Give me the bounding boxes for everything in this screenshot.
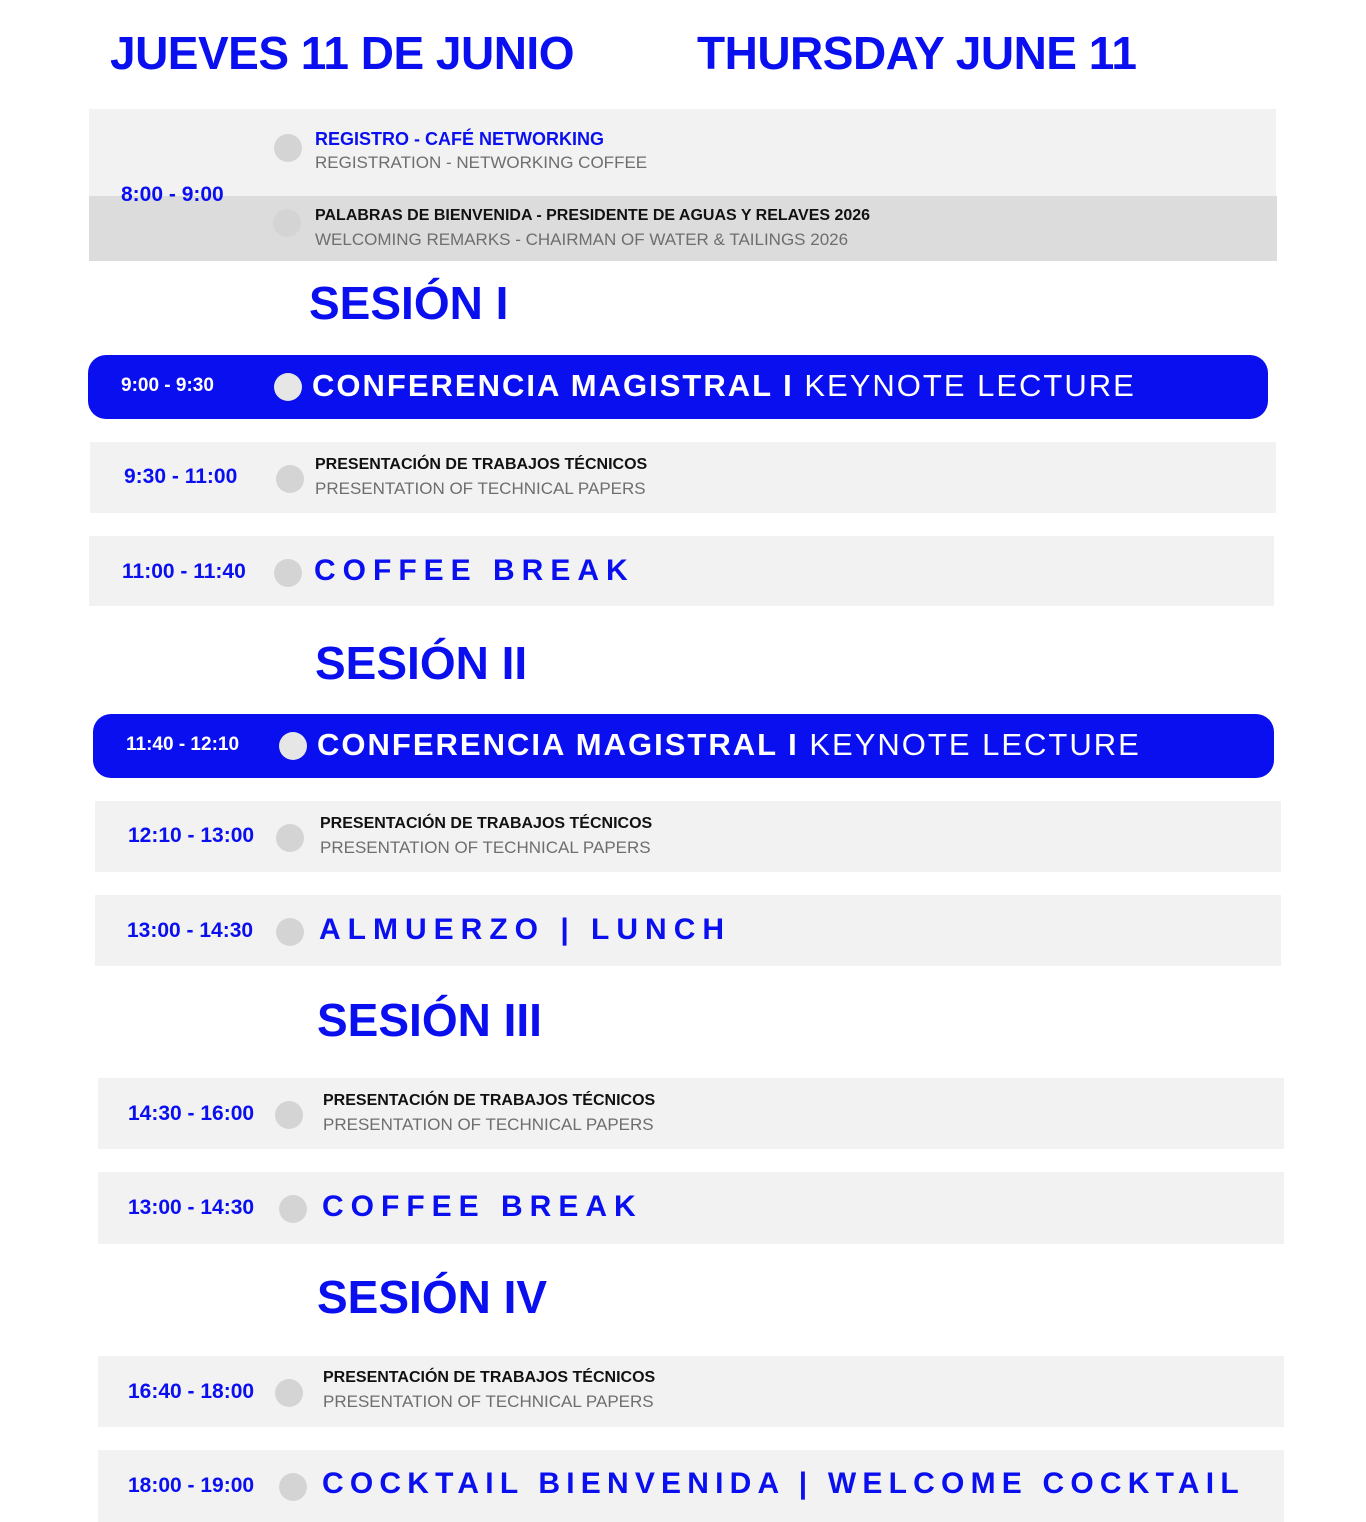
bullet-icon [273, 209, 301, 237]
session-2-heading: SESIÓN II [315, 637, 528, 689]
keynote-2-title-es: CONFERENCIA MAGISTRAL I [317, 727, 799, 762]
coffee-break-2-label: COFFEE BREAK [322, 1190, 643, 1223]
welcome-remarks-subtitle: WELCOMING REMARKS - CHAIRMAN OF WATER & TAILINGS 2026 [315, 230, 849, 249]
bullet-icon [275, 1379, 303, 1407]
session-4-heading: SESIÓN IV [317, 1271, 548, 1323]
papers-3-title: PRESENTACIÓN DE TRABAJOS TÉCNICOS [323, 1092, 656, 1109]
bullet-icon [279, 1195, 307, 1223]
bullet-icon [276, 465, 304, 493]
registration-subtitle: REGISTRATION - NETWORKING COFFEE [315, 153, 648, 172]
spanish-date-heading: JUEVES 11 DE JUNIO [110, 27, 574, 79]
welcome-remarks-row [89, 196, 1277, 261]
keynote-1-bar [88, 355, 1268, 419]
papers-2-title: PRESENTACIÓN DE TRABAJOS TÉCNICOS [320, 815, 653, 832]
bullet-icon [279, 732, 307, 760]
papers-1-title: PRESENTACIÓN DE TRABAJOS TÉCNICOS [315, 456, 648, 473]
bullet-icon [274, 559, 302, 587]
keynote-1-title-en: KEYNOTE LECTURE [804, 368, 1136, 403]
cocktail-time: 18:00 - 19:00 [128, 1474, 255, 1497]
session-1-heading: SESIÓN I [309, 277, 509, 329]
papers-2-time: 12:10 - 13:00 [128, 824, 255, 847]
keynote-2-time: 11:40 - 12:10 [126, 734, 240, 755]
keynote-1-time: 9:00 - 9:30 [121, 375, 214, 396]
papers-1-row [90, 442, 1276, 513]
registration-title: REGISTRO - CAFÉ NETWORKING [315, 129, 604, 149]
block1-time: 8:00 - 9:00 [121, 183, 224, 206]
lunch-time: 13:00 - 14:30 [127, 919, 254, 942]
bullet-icon [275, 1101, 303, 1129]
papers-3-time: 14:30 - 16:00 [128, 1102, 255, 1125]
papers-4-subtitle: PRESENTATION OF TECHNICAL PAPERS [323, 1392, 654, 1411]
coffee-break-2-row [98, 1172, 1284, 1244]
coffee-break-2-time: 13:00 - 14:30 [128, 1196, 255, 1219]
papers-4-time: 16:40 - 18:00 [128, 1380, 255, 1403]
papers-2-row [95, 801, 1281, 872]
bullet-icon [276, 824, 304, 852]
coffee-break-1-label: COFFEE BREAK [314, 554, 635, 587]
english-date-heading: THURSDAY JUNE 11 [697, 27, 1137, 79]
bullet-icon [274, 134, 302, 162]
papers-3-subtitle: PRESENTATION OF TECHNICAL PAPERS [323, 1115, 654, 1134]
keynote-1-title-es: CONFERENCIA MAGISTRAL I [312, 368, 794, 403]
lunch-label: ALMUERZO | LUNCH [319, 913, 732, 946]
keynote-2-title [317, 727, 1141, 763]
welcome-remarks-title: PALABRAS DE BIENVENIDA - PRESIDENTE DE AGUAS Y RELAVES 2026 [315, 207, 871, 224]
bullet-icon [274, 373, 302, 401]
keynote-2-bar [93, 714, 1274, 778]
coffee-break-1-time: 11:00 - 11:40 [122, 560, 246, 583]
bullet-icon [279, 1473, 307, 1501]
papers-1-time: 9:30 - 11:00 [124, 465, 238, 488]
keynote-1-title [312, 368, 1136, 404]
session-3-heading: SESIÓN III [317, 994, 542, 1046]
papers-1-subtitle: PRESENTATION OF TECHNICAL PAPERS [315, 479, 646, 498]
registration-row [89, 109, 1276, 196]
keynote-2-title-en: KEYNOTE LECTURE [809, 727, 1141, 762]
papers-4-title: PRESENTACIÓN DE TRABAJOS TÉCNICOS [323, 1369, 656, 1386]
coffee-break-1-row [89, 536, 1274, 606]
cocktail-label: COCKTAIL BIENVENIDA | WELCOME COCKTAIL [322, 1467, 1245, 1500]
bullet-icon [276, 918, 304, 946]
papers-2-subtitle: PRESENTATION OF TECHNICAL PAPERS [320, 838, 651, 857]
